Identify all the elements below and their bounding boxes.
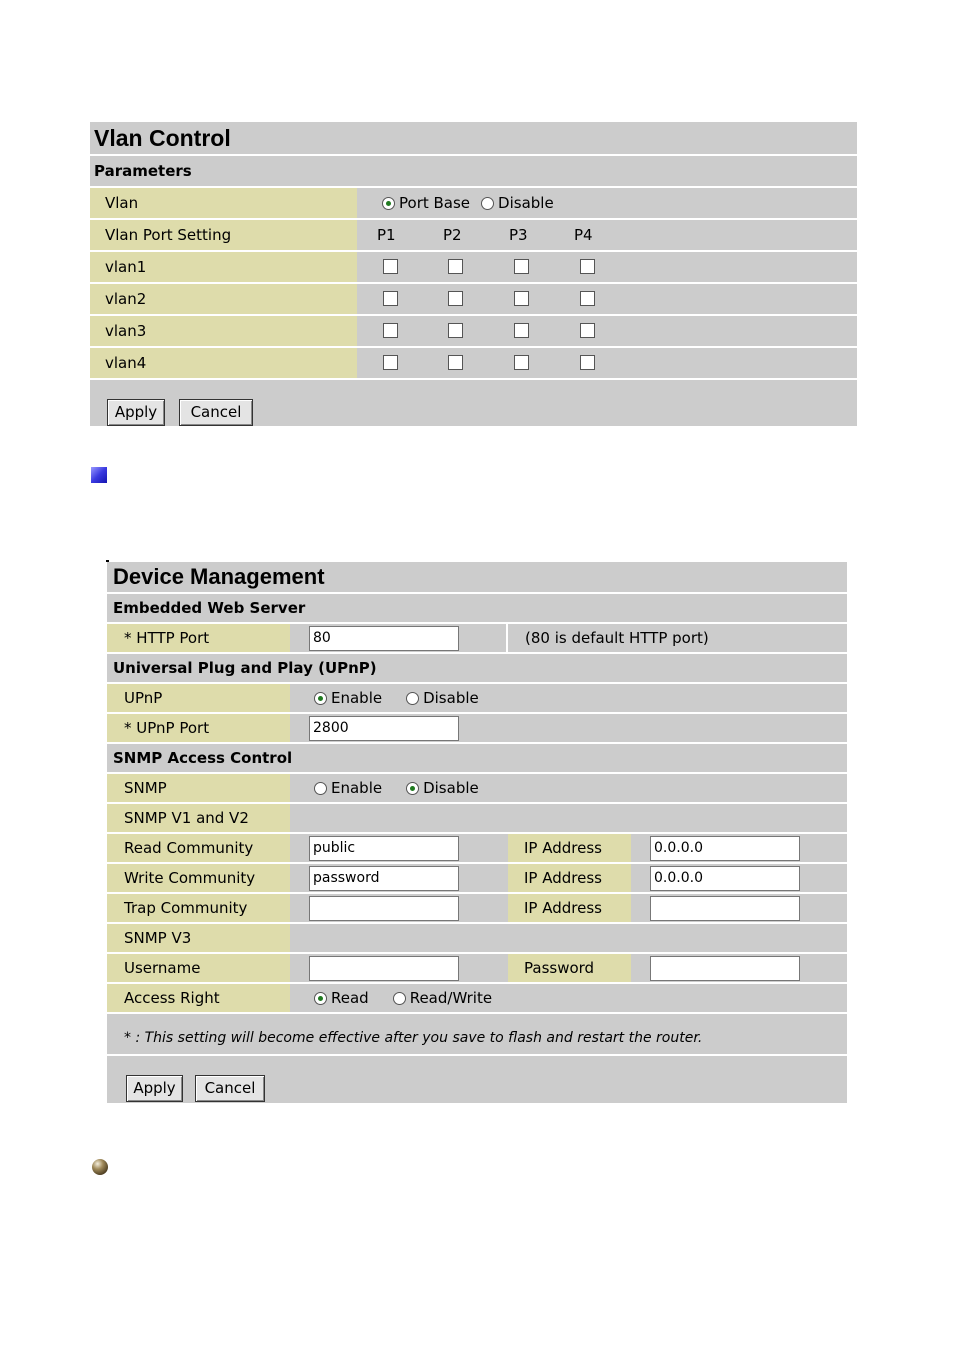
vlan4-p3-checkbox[interactable] bbox=[514, 355, 529, 370]
vlan-mode-row bbox=[90, 186, 857, 218]
vlan1-label: vlan1 bbox=[105, 258, 147, 276]
vlan1-p1-checkbox[interactable] bbox=[383, 259, 398, 274]
vlan1-row bbox=[90, 250, 857, 282]
snmp-v3-row bbox=[107, 922, 847, 952]
vlan-control-panel bbox=[90, 122, 857, 426]
http-port-label: * HTTP Port bbox=[124, 629, 210, 647]
v1v2-label-cell bbox=[107, 804, 290, 832]
upnp-label-cell bbox=[107, 684, 290, 712]
port-header-p3: P3 bbox=[509, 226, 528, 244]
vlan3-label-cell bbox=[90, 316, 357, 346]
upnp-row bbox=[107, 682, 847, 712]
vlan-label: Vlan bbox=[105, 194, 139, 212]
vlan-label-cell bbox=[90, 188, 357, 218]
vlan3-p1-checkbox[interactable] bbox=[383, 323, 398, 338]
snmp-heading: SNMP Access Control bbox=[113, 749, 293, 767]
square-bullet-icon bbox=[91, 467, 107, 483]
trap-ip-input[interactable] bbox=[650, 896, 800, 921]
port-header-p2: P2 bbox=[443, 226, 462, 244]
snmp-label-cell bbox=[107, 774, 290, 802]
upnp-heading: Universal Plug and Play (UPnP) bbox=[113, 659, 377, 677]
password-label: Password bbox=[524, 959, 595, 977]
read-ip-label: IP Address bbox=[524, 839, 602, 857]
access-right-row bbox=[107, 982, 847, 1012]
vlan2-p3-checkbox[interactable] bbox=[514, 291, 529, 306]
vlan-cancel-button[interactable]: Cancel bbox=[179, 399, 253, 426]
snmp-options bbox=[314, 774, 479, 802]
vlan1-label-cell bbox=[90, 252, 357, 282]
device-management-panel bbox=[107, 562, 847, 1103]
snmp-disable-radio[interactable] bbox=[406, 782, 419, 795]
upnp-section-row bbox=[107, 652, 847, 682]
port-setting-label: Vlan Port Setting bbox=[105, 226, 232, 244]
vlan-apply-button[interactable]: Apply bbox=[107, 399, 165, 426]
access-right-label: Access Right bbox=[124, 989, 220, 1007]
trap-community-row bbox=[107, 892, 847, 922]
vlan4-p2-checkbox[interactable] bbox=[448, 355, 463, 370]
access-readwrite-radio[interactable] bbox=[393, 992, 406, 1005]
vlan2-p1-checkbox[interactable] bbox=[383, 291, 398, 306]
vlan-control-title: Vlan Control bbox=[94, 125, 231, 151]
access-right-label-cell bbox=[107, 984, 290, 1012]
password-label-cell bbox=[508, 954, 631, 982]
read-ip-input[interactable]: 0.0.0.0 bbox=[650, 836, 800, 861]
snmp-enable-radio[interactable] bbox=[314, 782, 327, 795]
username-input[interactable] bbox=[309, 956, 459, 981]
vlan-disable-label: Disable bbox=[498, 194, 554, 212]
snmp-label: SNMP bbox=[124, 779, 167, 797]
write-community-label-cell bbox=[107, 864, 290, 892]
snmp-v1v2-row bbox=[107, 802, 847, 832]
web-server-heading: Embedded Web Server bbox=[113, 599, 306, 617]
vlan1-p4-checkbox[interactable] bbox=[580, 259, 595, 274]
upnp-disable-label: Disable bbox=[423, 689, 479, 707]
write-ip-input[interactable]: 0.0.0.0 bbox=[650, 866, 800, 891]
http-port-input[interactable]: 80 bbox=[309, 626, 459, 651]
upnp-disable-radio[interactable] bbox=[406, 692, 419, 705]
vlan2-label: vlan2 bbox=[105, 290, 147, 308]
note-row bbox=[107, 1012, 847, 1054]
write-community-input[interactable]: password bbox=[309, 866, 459, 891]
http-port-note: (80 is default HTTP port) bbox=[525, 629, 709, 647]
v3-label-cell bbox=[107, 924, 290, 952]
device-buttons-row bbox=[107, 1054, 847, 1103]
effective-note: * : This setting will become effective after you save to flash and restart the router. bbox=[124, 1030, 703, 1046]
vlan4-p1-checkbox[interactable] bbox=[383, 355, 398, 370]
vlan2-label-cell bbox=[90, 284, 357, 314]
snmp-row bbox=[107, 772, 847, 802]
vlan4-label: vlan4 bbox=[105, 354, 147, 372]
device-apply-button[interactable]: Apply bbox=[126, 1075, 183, 1102]
trap-community-input[interactable] bbox=[309, 896, 459, 921]
read-ip-label-cell bbox=[508, 834, 631, 862]
vlan3-p4-checkbox[interactable] bbox=[580, 323, 595, 338]
vlan-mode-options bbox=[382, 188, 554, 218]
read-community-input[interactable]: public bbox=[309, 836, 459, 861]
v3-label: SNMP V3 bbox=[124, 929, 192, 947]
device-management-title: Device Management bbox=[113, 564, 325, 589]
access-read-radio[interactable] bbox=[314, 992, 327, 1005]
access-right-options bbox=[314, 984, 492, 1012]
http-port-note-cell bbox=[506, 624, 847, 652]
read-community-row bbox=[107, 832, 847, 862]
ball-bullet-icon bbox=[92, 1159, 108, 1175]
vlan4-p4-checkbox[interactable] bbox=[580, 355, 595, 370]
trap-community-label-cell bbox=[107, 894, 290, 922]
vlan-buttons-row bbox=[90, 378, 857, 426]
vlan3-p2-checkbox[interactable] bbox=[448, 323, 463, 338]
trap-ip-label-cell bbox=[508, 894, 631, 922]
vlan2-row bbox=[90, 282, 857, 314]
trap-community-label: Trap Community bbox=[124, 899, 248, 917]
read-community-label: Read Community bbox=[124, 839, 254, 857]
http-port-row bbox=[107, 622, 847, 652]
upnp-enable-radio[interactable] bbox=[314, 692, 327, 705]
upnp-port-label-cell bbox=[107, 714, 290, 742]
write-ip-label-cell bbox=[508, 864, 631, 892]
trap-ip-label: IP Address bbox=[524, 899, 602, 917]
upnp-port-label: * UPnP Port bbox=[124, 719, 210, 737]
vlan1-p2-checkbox[interactable] bbox=[448, 259, 463, 274]
username-row bbox=[107, 952, 847, 982]
port-header-p1: P1 bbox=[377, 226, 396, 244]
port-setting-label-cell bbox=[90, 220, 357, 250]
upnp-port-row bbox=[107, 712, 847, 742]
vlan3-p3-checkbox[interactable] bbox=[514, 323, 529, 338]
v1v2-label: SNMP V1 and V2 bbox=[124, 809, 249, 827]
vlan4-row bbox=[90, 346, 857, 378]
vlan2-p2-checkbox[interactable] bbox=[448, 291, 463, 306]
snmp-enable-label: Enable bbox=[331, 779, 383, 797]
access-readwrite-label: Read/Write bbox=[409, 989, 493, 1007]
vlan3-label: vlan3 bbox=[105, 322, 147, 340]
snmp-section-row bbox=[107, 742, 847, 772]
upnp-enable-label: Enable bbox=[331, 689, 383, 707]
upnp-options bbox=[314, 684, 479, 712]
parameters-heading: Parameters bbox=[94, 162, 192, 180]
http-port-label-cell bbox=[107, 624, 290, 652]
write-community-label: Write Community bbox=[124, 869, 256, 887]
upnp-port-input[interactable]: 2800 bbox=[309, 716, 459, 741]
username-label-cell bbox=[107, 954, 290, 982]
password-input[interactable] bbox=[650, 956, 800, 981]
vlan1-p3-checkbox[interactable] bbox=[514, 259, 529, 274]
vlan-port-setting-row bbox=[90, 218, 857, 250]
write-ip-label: IP Address bbox=[524, 869, 602, 887]
vlan2-p4-checkbox[interactable] bbox=[580, 291, 595, 306]
web-server-section-row bbox=[107, 592, 847, 622]
vlan-parameters-row bbox=[90, 154, 857, 186]
access-read-label: Read bbox=[331, 989, 369, 1007]
read-community-label-cell bbox=[107, 834, 290, 862]
port-base-label: Port Base bbox=[399, 194, 471, 212]
username-label: Username bbox=[124, 959, 201, 977]
vlan-disable-radio[interactable] bbox=[481, 197, 494, 210]
upnp-label: UPnP bbox=[124, 689, 163, 707]
vlan4-label-cell bbox=[90, 348, 357, 378]
port-header-p4: P4 bbox=[574, 226, 593, 244]
vlan3-row bbox=[90, 314, 857, 346]
port-base-radio[interactable] bbox=[382, 197, 395, 210]
device-cancel-button[interactable]: Cancel bbox=[195, 1075, 265, 1102]
write-community-row bbox=[107, 862, 847, 892]
snmp-disable-label: Disable bbox=[423, 779, 479, 797]
